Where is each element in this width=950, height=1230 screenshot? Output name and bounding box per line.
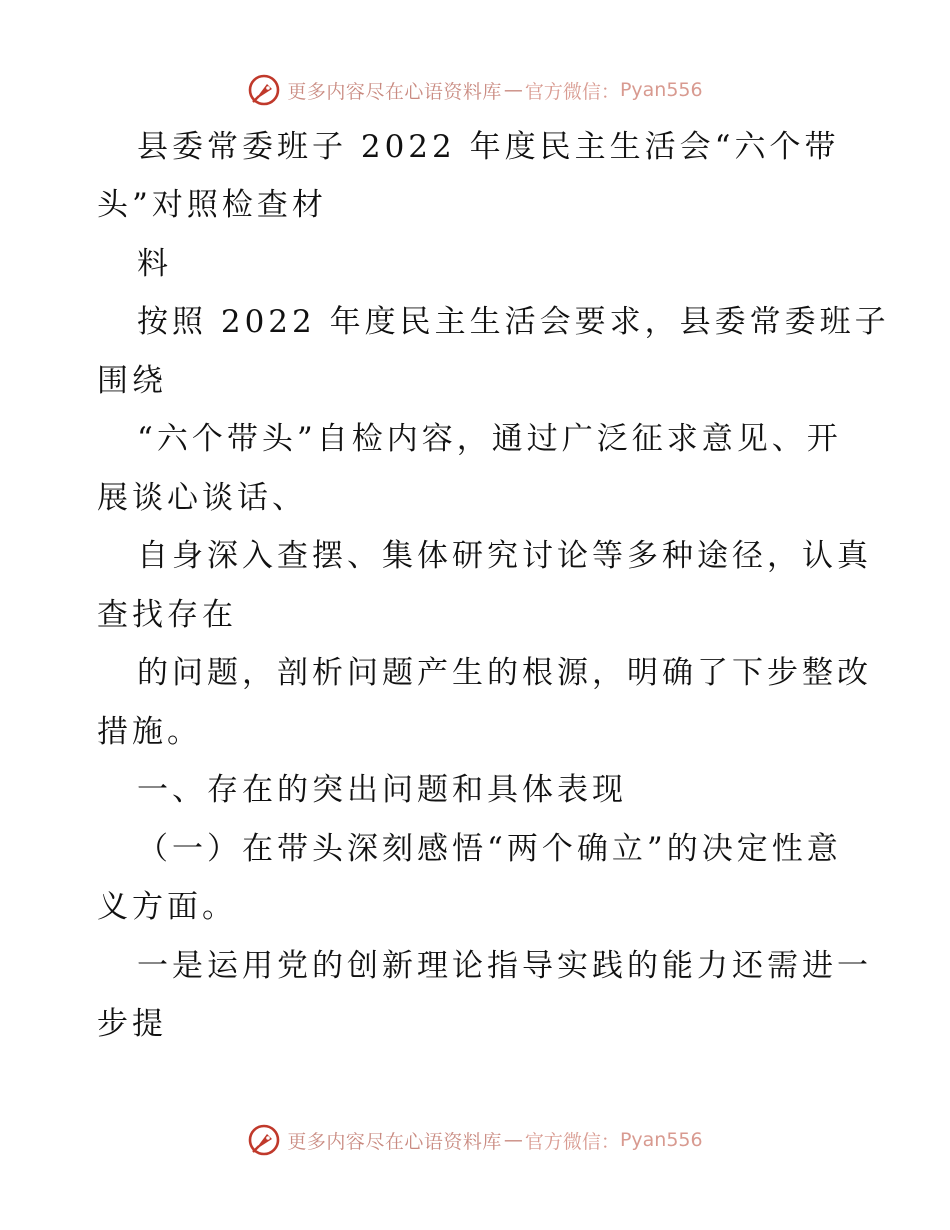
paragraph-line: 按照 2022 年度民主生活会要求，县委常委班子 <box>137 304 890 340</box>
pen-nib-logo-icon <box>247 1123 281 1157</box>
paragraph-line: “六个带头”自检内容，通过广泛征求意见、开 <box>137 421 842 457</box>
subsection-heading-line-2: 义方面。 <box>97 889 237 925</box>
watermark-label: 官方微信： <box>524 80 620 103</box>
paragraph-line: 展谈心谈话、 <box>97 480 307 516</box>
watermark-label: 官方微信： <box>524 1130 620 1153</box>
paragraph-line: 围绕 <box>97 363 167 399</box>
watermark-brand: 更多内容尽在心语资料库 <box>287 1130 502 1153</box>
paragraph-line: 的问题，剖析问题产生的根源，明确了下步整改 <box>137 655 872 691</box>
watermark-footer <box>0 1120 950 1160</box>
title-line-2: 头”对照检查材 <box>97 187 327 223</box>
paragraph-line: 查找存在 <box>97 597 237 633</box>
watermark-separator: — <box>503 1129 523 1151</box>
pen-nib-logo-icon <box>247 73 281 107</box>
paragraph-line: 自身深入查摆、集体研究讨论等多种途径，认真 <box>137 538 872 574</box>
title-line-3: 料 <box>137 246 172 282</box>
watermark-separator: — <box>503 79 523 101</box>
section-heading: 一、存在的突出问题和具体表现 <box>137 772 627 808</box>
watermark-header <box>0 70 950 110</box>
paragraph-line: 一是运用党的创新理论指导实践的能力还需进一 <box>137 948 872 984</box>
paragraph-line: 措施。 <box>97 714 202 750</box>
watermark-wechat-id: Pyan556 <box>619 79 703 101</box>
title-line-1: 县委常委班子 2022 年度民主生活会“六个带 <box>137 129 840 165</box>
watermark-brand: 更多内容尽在心语资料库 <box>287 80 502 103</box>
subsection-heading-line-1: （一）在带头深刻感悟“两个确立”的决定性意 <box>137 831 842 867</box>
watermark-wechat-id: Pyan556 <box>619 1129 703 1151</box>
paragraph-line: 步提 <box>97 1006 167 1042</box>
